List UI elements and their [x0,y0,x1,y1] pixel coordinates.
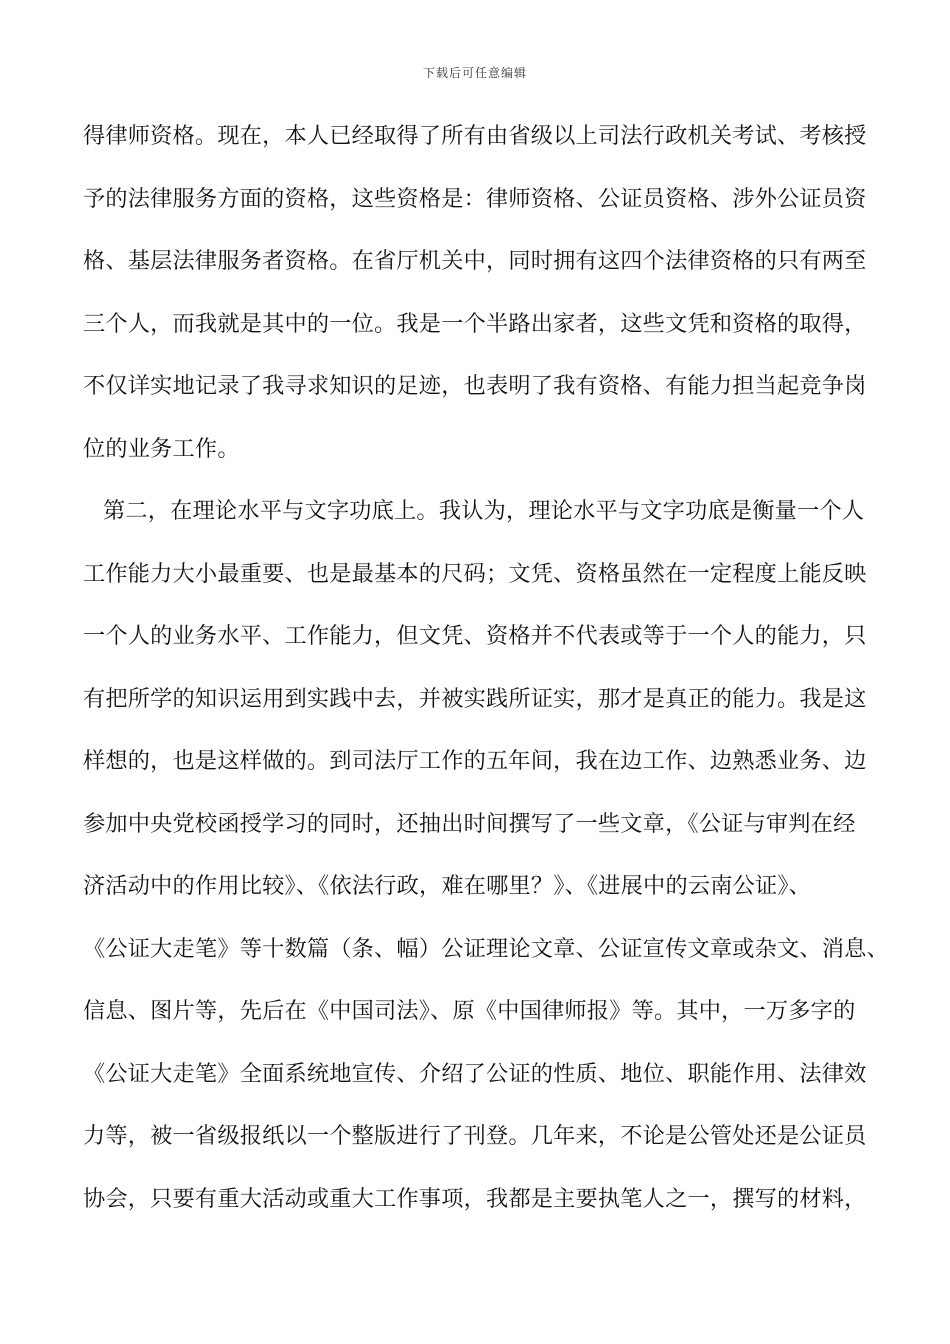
text-line: 三个人，而我就是其中的一位。我是一个半路出家者，这些文凭和资格的取得， [83,310,867,337]
text-line: 《公证大走笔》全面系统地宣传、介绍了公证的性质、地位、职能作用、法律效 [83,1060,867,1087]
text-line: 有把所学的知识运用到实践中去，并被实践所证实，那才是真正的能力。我是这 [83,685,867,712]
text-line: 力等，被一省级报纸以一个整版进行了刊登。几年来，不论是公管处还是公证员 [83,1123,867,1149]
text-line: 予的法律服务方面的资格，这些资格是：律师资格、公证员资格、涉外公证员资 [83,185,867,212]
page-header-note: 下载后可任意编辑 [422,66,527,80]
text-line: 参加中央党校函授学习的同时，还抽出时间撰写了一些文章，《公证与审判在经 [83,810,856,837]
text-line: 信息、图片等，先后在《中国司法》、原《中国律师报》等。其中，一万多字的 [83,998,856,1024]
text-line: 工作能力大小最重要、也是最基本的尺码；文凭、资格虽然在一定程度上能反映 [83,560,867,587]
text-line: 格、基层法律服务者资格。在省厅机关中，同时拥有这四个法律资格的只有两至 [83,248,867,274]
text-line: 一个人的业务水平、工作能力，但文凭、资格并不代表或等于一个人的能力，只 [83,623,867,649]
text-line: 协会，只要有重大活动或重大工作事项，我都是主要执笔人之一，撰写的材料， [83,1185,867,1212]
document-body [83,112,889,1237]
text-line: 济活动中的作用比较》、《依法行政，难在哪里？》、《进展中的云南公证》、 [83,873,812,899]
text-line: 位的业务工作。 [83,435,240,462]
text-line: 《公证大走笔》等十数篇（条、幅）公证理论文章、公证宣传文章或杂文、消息、 [83,935,889,962]
text-line: 得律师资格。现在，本人已经取得了所有由省级以上司法行政机关考试、考核授 [83,123,867,149]
text-line: 不仅详实地记录了我寻求知识的足迹，也表明了我有资格、有能力担当起竞争岗 [83,373,867,399]
text-line: 样想的，也是这样做的。到司法厅工作的五年间，我在边工作、边熟悉业务、边 [83,748,867,774]
paragraph-start-line: 第二，在理论水平与文字功底上。我认为，理论水平与文字功底是衡量一个人 [103,498,865,524]
